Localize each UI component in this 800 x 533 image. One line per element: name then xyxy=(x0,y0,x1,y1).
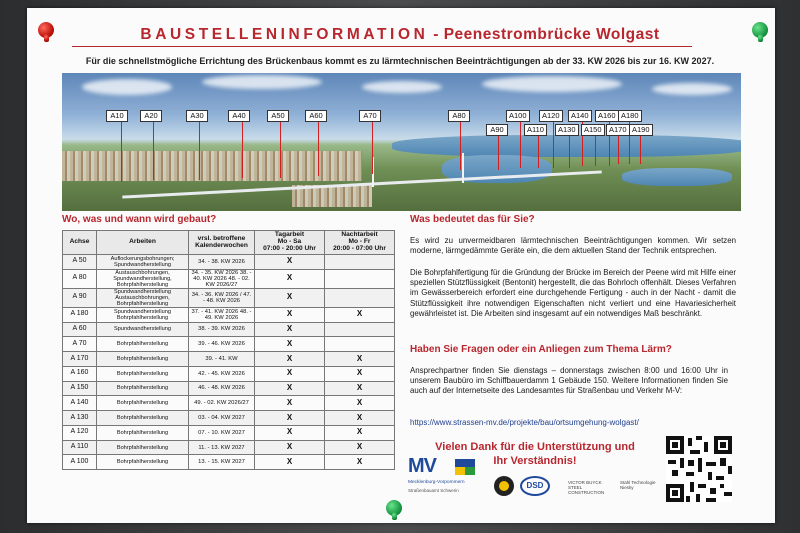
table-row: A 120 Bohrpfahlherstellung 07. - 10. KW 2027 X X xyxy=(63,425,395,440)
axis-label: A20 xyxy=(140,110,162,122)
table-row: A 60 Spundwandherstellung 38. - 39. KW 2026 X xyxy=(63,322,395,337)
victor-buyck-logo: VICTOR BUYCK STEEL CONSTRUCTION xyxy=(568,480,605,495)
works-table xyxy=(62,230,395,470)
axis-label: A130 xyxy=(555,124,579,136)
header-achse: Achse xyxy=(63,231,97,255)
header-nachtarbeit: Nachtarbeit Mo - Fr 20:00 - 07:00 Uhr xyxy=(325,231,395,255)
axis-label: A120 xyxy=(539,110,563,122)
qr-code[interactable] xyxy=(666,436,732,502)
axis-label: A140 xyxy=(568,110,592,122)
paragraph-contact: Ansprechpartner finden Sie dienstags – donnerstags zwischen 8:00 und 16:00 Uhr in unserem Baubüro im Schiffbauerdamm 1 Gebäude 150. Weitere Informationen finden Sie auch auf der Internetseite des Landesamtes für Straßenbau und Verkehr M-V: xyxy=(410,366,728,396)
section-title-meaning: Was bedeutet das für Sie? xyxy=(410,214,535,225)
table-row: A 90 Spundwandherstellung Austauschbohrungen, Bohrpfahlherstellung 34. - 36. KW 2026 / 47. - 48. KW 2026 X xyxy=(63,288,395,307)
header-arbeiten: Arbeiten xyxy=(97,231,189,255)
partner-logo-icon xyxy=(494,476,514,496)
dsd-logo: DSD xyxy=(520,476,550,496)
table-row: A 70 Bohrpfahlherstellung 39. - 46. KW 2026 X xyxy=(63,337,395,352)
axis-label: A50 xyxy=(267,110,289,122)
paragraph-method: Die Bohrpfahlfertigung für die Gründung der Brücke im Bereich der Peene wird mit Hilfe einer speziellen Stützflüssigkeit (Bentonit) hergestellt, die das Bohrloch offenhält. Dieses Verfahren im Gewässerbereich erfordert eine durchgehende Fertigung - auch in der Nacht - damit die Stützflüssigkeit ihre notwendigen Eigenschaften nicht verliert und eine Havariesicherheit gewährleistet ist. Die Arbeiten sind insgesamt auf ein notwendiges Maß beschränkt. xyxy=(410,268,736,318)
green-pin-icon xyxy=(386,500,402,516)
axis-label: A100 xyxy=(506,110,530,122)
title-underline xyxy=(72,46,692,47)
axis-label: A190 xyxy=(629,124,653,136)
axis-label: A110 xyxy=(524,124,547,136)
header-kalenderwochen: vrsl. betroffene Kalenderwochen xyxy=(189,231,255,255)
axis-label: A170 xyxy=(606,124,630,136)
axis-label: A10 xyxy=(106,110,128,122)
page-subtitle: Für die schnellstmögliche Errichtung des Brückenbaus kommt es zu lärmtechnischen Beeinträchtigungen ab der 33. KW 2026 bis zur 16. KW 2027. xyxy=(85,56,715,66)
table-row: A 80 Austauschbohrungen, Spundwandherstellung, Bohrpfahlherstellung 34. - 35. KW 2026 38. - 40. KW 2026 48. - 02. KW 2026/27 X xyxy=(63,269,395,288)
axis-label: A30 xyxy=(186,110,208,122)
axis-label: A60 xyxy=(305,110,327,122)
website-link[interactable]: https://www.strassen-mv.de/projekte/bau/ortsumgehung-wolgast/ xyxy=(410,418,639,427)
axis-label: A40 xyxy=(228,110,250,122)
table-row: A 110 Bohrpfahlherstellung 11. - 13. KW 2027 X X xyxy=(63,440,395,455)
axis-label: A160 xyxy=(595,110,619,122)
axis-label: A180 xyxy=(618,110,642,122)
paragraph-impact: Es wird zu unvermeidbaren lärmtechnischen Beeinträchtigungen kommen. Wir setzen moderne, lärmgedämmte Geräte ein, die dem aktuellen Stand der Technik entsprechen. xyxy=(410,236,736,256)
page-title: BAUSTELLENINFORMATION - Peenestrombrücke Wolgast xyxy=(140,26,660,43)
axis-label: A70 xyxy=(359,110,381,122)
table-row: A 130 Bohrpfahlherstellung 03. - 04. KW 2027 X X xyxy=(63,411,395,426)
stahl-niesky-logo: Stahl Technologie Niesky xyxy=(620,480,656,490)
table-row: A 50 Auflockerungsbohrungen; Spundwandherstellung 34. - 38. KW 2026 X xyxy=(63,255,395,270)
table-row: A 140 Bohrpfahlherstellung 49. - 02. KW 2026/27 X X xyxy=(63,396,395,411)
table-row: A 180 Spundwandherstellung Bohrpfahlherstellung 37. - 41. KW 2026 48. - 49. KW 2026 X X xyxy=(63,307,395,322)
table-row: A 150 Bohrpfahlherstellung 46. - 48. KW 2026 X X xyxy=(63,381,395,396)
axis-label: A150 xyxy=(581,124,605,136)
thanks-message: Vielen Dank für die Unterstützung und Ihr Verständnis! xyxy=(435,441,635,467)
header-tagarbeit: Tagarbeit Mo - Sa 07:00 - 20:00 Uhr xyxy=(255,231,325,255)
axis-label: A90 xyxy=(486,124,508,136)
section-title-works: Wo, was und wann wird gebaut? xyxy=(62,214,217,225)
section-title-questions: Haben Sie Fragen oder ein Anliegen zum Thema Lärm? xyxy=(410,344,672,355)
table-row: A 160 Bohrpfahlherstellung 42. - 45. KW 2026 X X xyxy=(63,366,395,381)
aerial-photo xyxy=(62,73,741,211)
table-row: A 100 Bohrpfahlherstellung 13. - 15. KW 2027 X X xyxy=(63,455,395,470)
axis-label: A80 xyxy=(448,110,470,122)
table-row: A 170 Bohrpfahlherstellung 39. - 41. KW X X xyxy=(63,352,395,367)
mv-logo: MV Mecklenburg-Vorpommern Straßenbauamt Schwerin xyxy=(408,455,478,500)
